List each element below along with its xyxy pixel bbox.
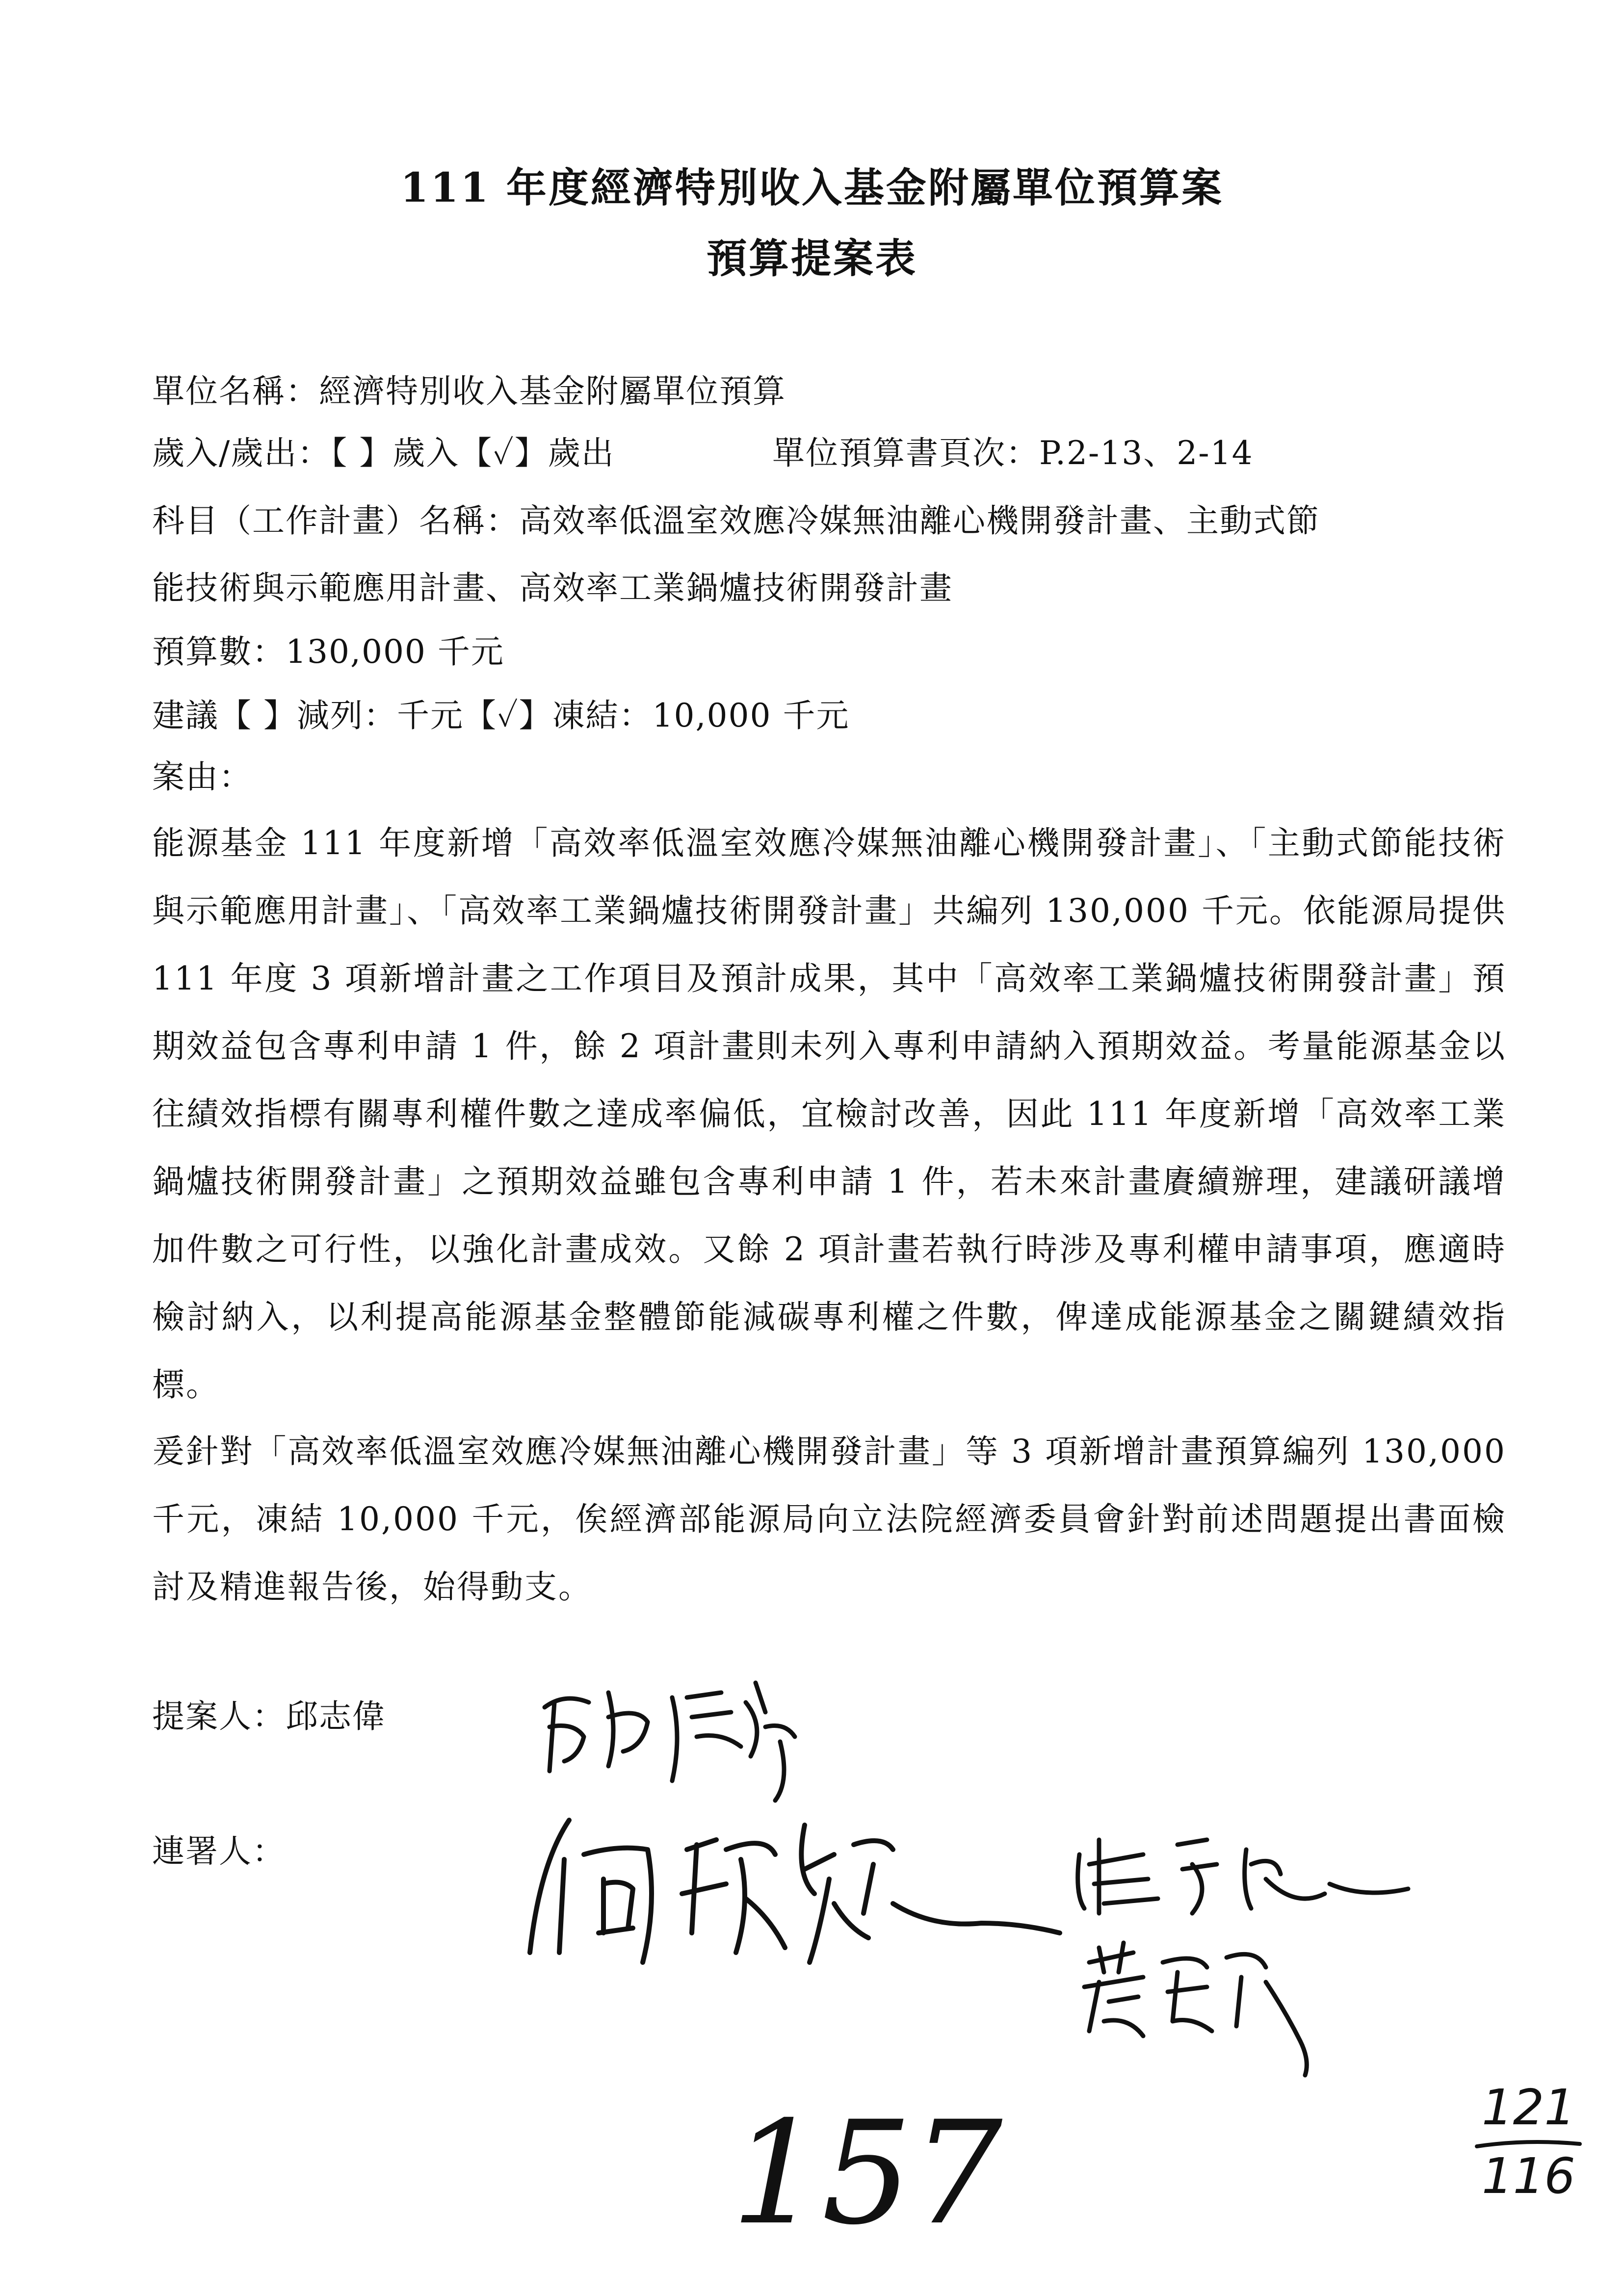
page-number-text: 157 xyxy=(731,2091,1003,2256)
suggestion-field: 建議【 】減列：千元【✓】凍結：10,000 千元 xyxy=(152,697,850,734)
income-expense-field: 歲入/歲出：【 】歲入【✓】歲出 xyxy=(152,434,615,472)
corner-number-top: 121 xyxy=(1482,2079,1575,2136)
corner-annotation xyxy=(1472,2075,1590,2218)
reason-paragraph-1 xyxy=(152,809,1506,1419)
unit-name-field: 單位名稱：經濟特別收入基金附屬單位預算 xyxy=(152,372,786,410)
document-subtitle: 預算提案表 xyxy=(706,235,917,282)
reason-text-1: 能源基金 111 年度新增「高效率低溫室效應冷媒無油離心機開發計畫」、「主動式節能技術與示範應用計畫」、「高效率工業鍋爐技術開發計畫」共編列 130,000 千元。依能源局提供 111 年度 3 項新增計畫之工作項目及預計成果，其中「高效率工業鍋爐技術開發計畫」預期效益包含專利申請 1 件，餘 2 項計畫則未列入專利申請納入預期效益。考量能源基金以往績效指標有關專利權件數之達成率偏低，宜檢討改善，因此 111 年度新增「高效率工業鍋爐技術開發計畫」之預期效益雖包含專利申請 1 件，若未來計畫賡續辦理，建議研議增加件數之可行性，以強化計畫成效。又餘 2 項計畫若執行時涉及專利權申請事項，應適時檢討納入，以利提高能源基金整體節能減碳專利權之件數，俾達成能源基金之關鍵績效指標。 xyxy=(152,824,1506,1404)
reason-text-2: 爰針對「高效率低溫室效應冷媒無油離心機開發計畫」等 3 項新增計畫預算編列 130,000 千元，凍結 10,000 千元，俟經濟部能源局向立法院經濟委員會針對前述問題提出書面檢討及精進報告後，始得動支。 xyxy=(152,1433,1506,1606)
cosigner-signature-3 xyxy=(1070,1933,1325,2080)
budget-amount-field: 預算數：130,000 千元 xyxy=(152,633,504,671)
cosigner-signature-2 xyxy=(1070,1825,1413,1928)
handwritten-page-number xyxy=(726,2090,1003,2256)
subject-name-line1: 科目（工作計畫）名稱：高效率低溫室效應冷媒無油離心機開發計畫、主動式節 xyxy=(152,502,1320,540)
corner-number-bottom: 116 xyxy=(1482,2147,1575,2205)
proposer-signature xyxy=(535,1663,810,1805)
subject-name-line2: 能技術與示範應用計畫、高效率工業鍋爐技術開發計畫 xyxy=(152,569,953,607)
proposer-label: 提案人：邱志偉 xyxy=(152,1697,386,1735)
cosigner-label: 連署人： xyxy=(152,1832,286,1870)
document-title: 111 年度經濟特別收入基金附屬單位預算案 xyxy=(400,164,1224,211)
reason-label: 案由： xyxy=(152,758,252,796)
budget-page-field: 單位預算書頁次：P.2-13、2-14 xyxy=(772,434,1254,472)
cosigner-signature-1 xyxy=(510,1805,1070,1977)
reason-paragraph-2 xyxy=(152,1418,1506,1621)
